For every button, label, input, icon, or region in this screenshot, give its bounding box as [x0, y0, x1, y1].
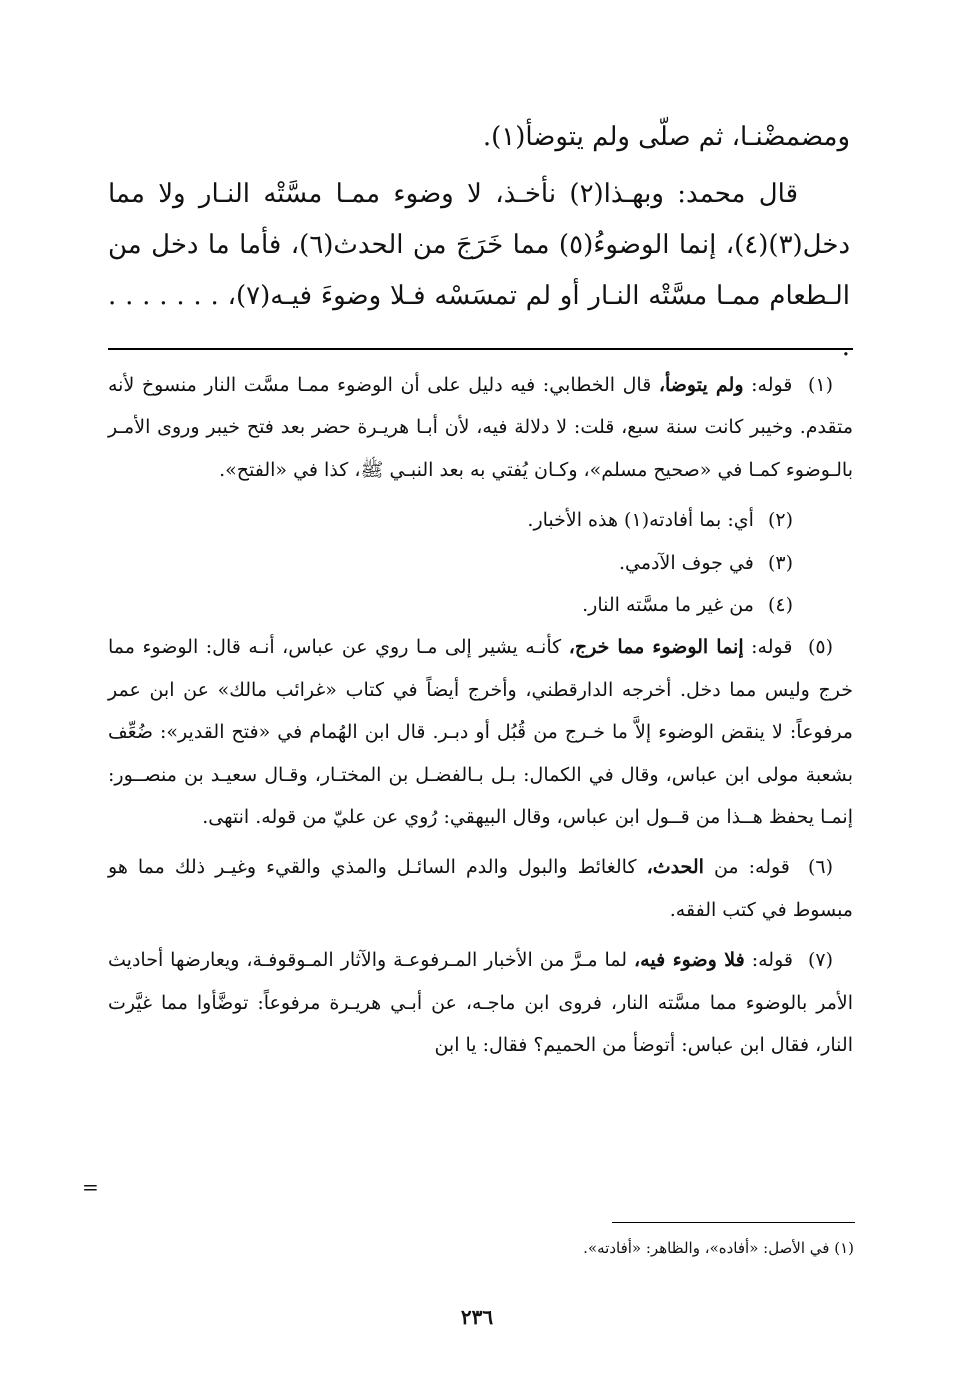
note-7: [108, 939, 853, 1066]
note-3: [108, 542, 853, 584]
commentary-notes: [108, 364, 853, 1067]
note-prefix: قوله:: [751, 374, 793, 396]
page-number: ٢٣٦: [460, 1305, 494, 1329]
note-5: [108, 626, 853, 838]
note-prefix: قوله: من: [713, 856, 790, 879]
note-number: (٦): [807, 856, 833, 879]
note-prefix: قوله:: [751, 636, 793, 659]
note-lemma: ولم يتوضأ،: [658, 374, 744, 396]
main-text: [108, 112, 850, 373]
note-number: (٣): [767, 551, 793, 574]
main-text-line-1: ومضمضْنـا، ثم صلّى ولم يتوضأ(١).: [482, 122, 850, 152]
note-text: قال الخطابي: فيه دليل على أن الوضوء ممـا مسَّت النار منسوخ لأنه متقدم. وخيبر كانت سنة سبع، قلت: لا دلالة فيه، لأن أبـا هريـرة حضر بعد فتح خيبر وروى الأمـر بالـوضوء كمـا في «صحيح مسلم»، وكـان يُفتي به بعد النبـي ﷺ، كذا في «الفتح».: [108, 374, 853, 481]
note-text: كأنـه يشير إلى مـا روي عن عباس، أنـه قال: الوضوء مما خرج وليس مما دخل. أخرجه الدارقطني، وأخرج أيضاً في كتاب «غرائب مالك» عن ابن عمر مرفوعاً: لا ينقض الوضوء إلاَّ ما خـرج من قُبُل أو دبـر. قال ابن الهُمام في «فتح القدير»: ضُعِّف بشعبة مولى ابن عباس، وقال في الكمال: بـل بـالفضـل بن المختـار، وقـال سعيـد بن منصــور: إنمـا يحفظ هــذا من قــول ابن عباس، وقال البيهقي: رُوي عن عليّ من قوله. انتهى.: [108, 636, 853, 829]
note-lemma: إنما الوضوء مما خرج،: [568, 636, 744, 659]
note-text: أي: بما أفادته(١) هذه الأخبار.: [527, 509, 754, 532]
footnote-separator-rule: [612, 1222, 855, 1223]
note-lemma: فلا وضوء فيه،: [634, 949, 745, 972]
note-4: [108, 584, 853, 626]
main-text-paragraph-2: قال محمد: وبهـذا(٢) نأخـذ، لا وضوء ممـا مسَّتْه النـار ولا مما دخل(٣)(٤)، إنما الوضوءُ(٥) مما خَرَجَ من الحدث(٦)، فأما ما دخل من الـطعام ممـا مسَّتْه النـار أو لم تمسَسْه فـلا وضوءَ فيـه(٧)، . . . . . . . .: [108, 179, 851, 362]
continuation-mark: =: [82, 1175, 99, 1199]
note-lemma: الحدث،: [646, 856, 704, 879]
note-prefix: قوله:: [751, 949, 793, 972]
note-number: (٧): [807, 949, 834, 972]
note-text: من غير ما مسَّته النار.: [582, 594, 754, 617]
note-6: [108, 846, 853, 931]
main-separator-rule: [108, 348, 853, 350]
note-text: لما مـرَّ من الأخبار المـرفوعـة والآثار المـوقوفـة، ويعارضها أحاديث الأمر بالوضوء مما مسَّته النار، فروى ابن ماجـه، عن أبـي هريـرة مرفوعاً: توضَّأوا مما غيَّرت النار، فقال ابن عباس: أتوضأ من الحميم؟ فقال: يا ابن: [108, 949, 853, 1057]
note-1: [108, 364, 853, 491]
note-number: (٤): [767, 594, 793, 617]
note-2: [108, 499, 853, 541]
editor-footnote: (١) في الأصل: «أفاده»، والظاهر: «أفادته».: [583, 1239, 854, 1257]
note-text: في جوف الآدمي.: [619, 551, 754, 574]
note-text: كالغائط والبول والدم السائـل والمذي والقيء وغيـر ذلك مما هو مبسوط في كتب الفقه.: [108, 856, 853, 921]
note-number: (١): [807, 374, 834, 396]
note-number: (٢): [767, 509, 793, 532]
note-number: (٥): [807, 636, 833, 659]
